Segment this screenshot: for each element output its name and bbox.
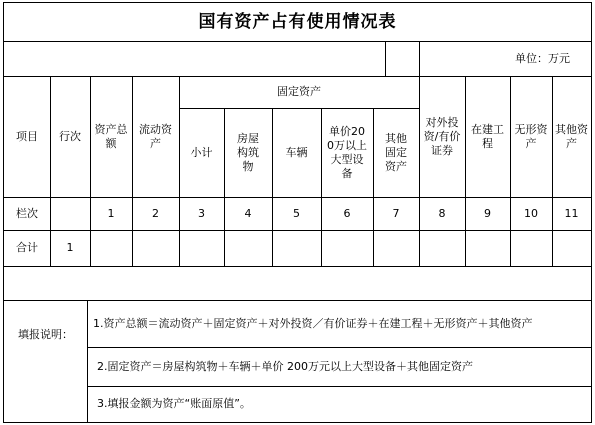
column-number: 9 [484, 206, 491, 220]
column-number: 4 [244, 206, 252, 220]
column-number: 5 [293, 206, 300, 220]
column-number: 10 [524, 206, 538, 220]
rule-below-column-row [4, 230, 591, 231]
column-number: 2 [152, 206, 159, 220]
rule-unit-divider-1 [385, 41, 386, 76]
header-line-no: 行次 [59, 129, 81, 143]
column-number: 3 [198, 206, 205, 220]
header-investments: 对外投资/有价证券 [423, 115, 461, 157]
column-number: 1 [107, 206, 115, 220]
column-number: 11 [564, 206, 579, 220]
column-number: 6 [343, 206, 351, 220]
header-intangible-assets: 无形资产 [514, 122, 548, 150]
note-item: 1.资产总额＝流动资产＋固定资产＋对外投资／有价证券＋在建工程＋无形资产＋其他资产 [93, 316, 533, 330]
notes-label: 填报说明： [18, 328, 73, 341]
report-table [3, 2, 592, 423]
unit-label: 单位：万元 [515, 51, 570, 65]
header-construction: 在建工程 [471, 122, 504, 150]
header-other-assets: 其他资产 [555, 122, 588, 150]
header-buildings: 房屋构筑物 [237, 131, 259, 173]
column-number: 7 [392, 206, 400, 220]
total-row-line-no: 1 [66, 241, 74, 254]
header-item: 项目 [16, 129, 38, 143]
column-number: 8 [438, 206, 446, 220]
header-large-equipment: 单价200万以上大型设备 [327, 124, 367, 180]
note-item: 2.固定资产＝房屋构筑物＋车辆＋单价 200万元以上大型设备＋其他固定资产 [97, 359, 473, 373]
column-row-label: 栏次 [16, 206, 38, 220]
header-fixed-assets: 固定资产 [277, 85, 321, 98]
note-item: 3.填报金额为资产“账面原值”。 [97, 397, 251, 410]
total-row-label: 合计 [16, 241, 38, 254]
header-vehicles: 车辆 [285, 145, 308, 159]
header-total-assets: 资产总额 [94, 122, 128, 150]
header-other-fixed-assets: 其他固定资产 [385, 131, 407, 173]
rule-below-total-row [4, 266, 591, 267]
page-title: 国有资产占有使用情况表 [198, 12, 397, 32]
header-current-assets: 流动资产 [139, 122, 172, 150]
rule-unit-divider-2 [419, 41, 420, 76]
header-subtotal: 小计 [190, 145, 213, 159]
